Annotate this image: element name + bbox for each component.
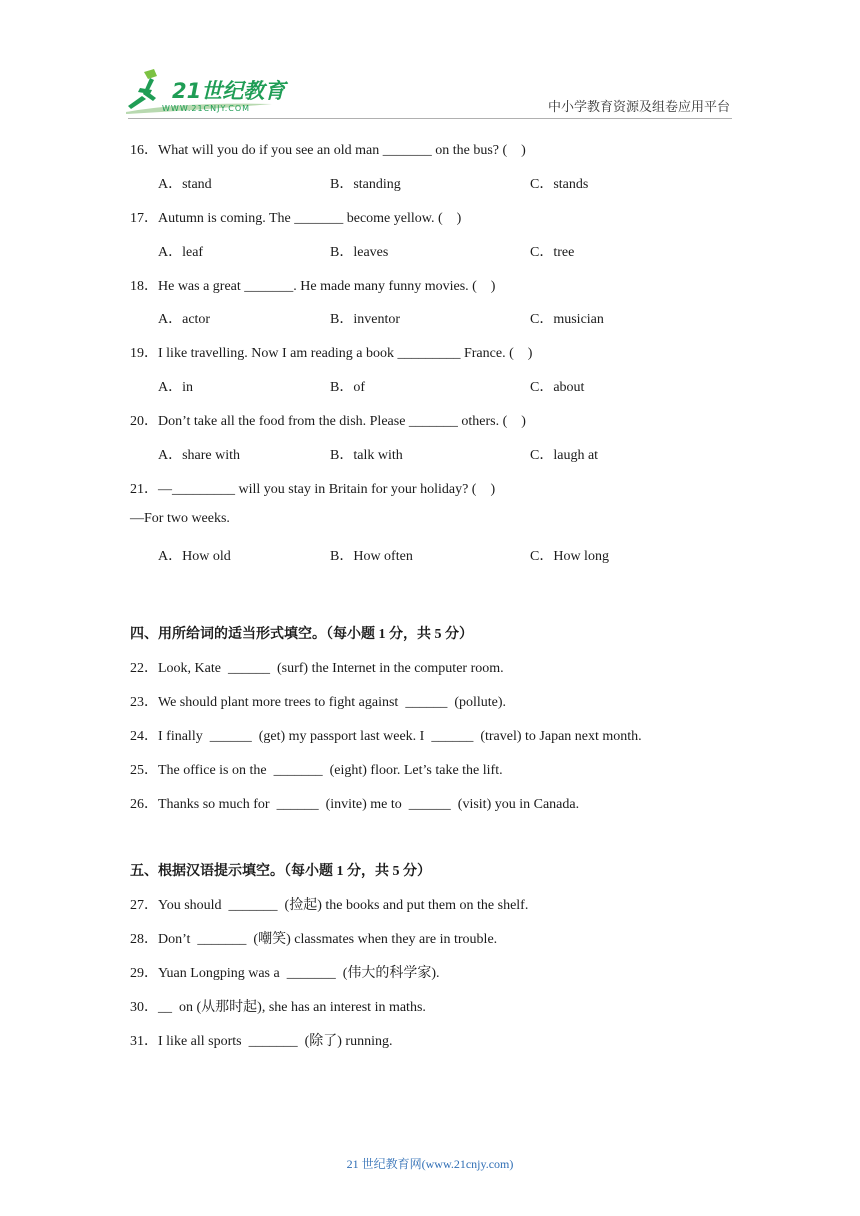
footer-link[interactable]: 21 世纪教育网(www.21cnjy.com) bbox=[346, 1157, 514, 1171]
question-21: 21．—_________ will you stay in Britain for your holiday? ( ) bbox=[130, 482, 496, 497]
question-18: 18．He was a great _______. He made many funny movies. ( ) bbox=[130, 279, 496, 294]
section-5-title: 五、根据汉语提示填空。（每小题 1 分，共 5 分） bbox=[130, 864, 431, 879]
section-4-title: 四、用所给词的适当形式填空。（每小题 1 分，共 5 分） bbox=[130, 627, 473, 642]
q16-option-b: B．standing bbox=[330, 177, 401, 192]
question-31: 31．I like all sports _______ (除了) running. bbox=[130, 1034, 393, 1049]
q16-option-c: C．stands bbox=[530, 177, 589, 192]
question-17: 17．Autumn is coming. The _______ become yellow. ( ) bbox=[130, 211, 462, 226]
q21-option-c: C．How long bbox=[530, 549, 609, 564]
q19-option-c: C．about bbox=[530, 380, 585, 395]
q20-option-c: C．laugh at bbox=[530, 448, 599, 463]
q18-option-b: B．inventor bbox=[330, 312, 400, 327]
question-29: 29．Yuan Longping was a _______ (伟大的科学家). bbox=[130, 966, 440, 981]
question-25: 25．The office is on the _______ (eight) floor. Let’s take the lift. bbox=[130, 763, 503, 778]
q21-option-b: B．How often bbox=[330, 549, 413, 564]
q17-option-c: C．tree bbox=[530, 245, 575, 260]
question-20: 20．Don’t take all the food from the dish. Please _______ others. ( ) bbox=[130, 414, 526, 429]
svg-text:21世纪教育: 21世纪教育 bbox=[172, 79, 286, 103]
runner-icon bbox=[122, 68, 292, 118]
svg-text:WWW.21CNJY.COM: WWW.21CNJY.COM bbox=[162, 104, 251, 113]
platform-tagline: 中小学教育资源及组卷应用平台 bbox=[547, 99, 730, 114]
q21-option-a: A．How old bbox=[158, 549, 231, 564]
q20-option-b: B．talk with bbox=[330, 448, 403, 463]
brand-logo bbox=[122, 68, 292, 118]
question-21-reply: —For two weeks. bbox=[130, 511, 230, 526]
question-30: 30．__ on (从那时起), she has an interest in maths. bbox=[130, 1000, 426, 1015]
question-26: 26．Thanks so much for ______ (invite) me to ______ (visit) you in Canada. bbox=[130, 797, 580, 812]
question-27: 27．You should _______ (捡起) the books and put them on the shelf. bbox=[130, 898, 529, 913]
q16-option-a: A．stand bbox=[158, 177, 212, 192]
q17-option-a: A．leaf bbox=[158, 245, 204, 260]
q19-option-a: A．in bbox=[158, 380, 193, 395]
q17-option-b: B．leaves bbox=[330, 245, 389, 260]
q19-option-b: B．of bbox=[330, 380, 365, 395]
question-22: 22．Look, Kate ______ (surf) the Internet in the computer room. bbox=[130, 661, 504, 676]
question-19: 19．I like travelling. Now I am reading a book _________ France. ( ) bbox=[130, 346, 533, 361]
q20-option-a: A．share with bbox=[158, 448, 241, 463]
question-28: 28．Don’t _______ (嘲笑) classmates when they are in trouble. bbox=[130, 932, 498, 947]
question-23: 23．We should plant more trees to fight against ______ (pollute). bbox=[130, 695, 507, 710]
question-16: 16．What will you do if you see an old man _______ on the bus? ( ) bbox=[130, 143, 526, 158]
header-divider bbox=[128, 118, 732, 119]
q18-option-c: C．musician bbox=[530, 312, 604, 327]
question-24: 24．I finally ______ (get) my passport last week. I ______ (travel) to Japan next month. bbox=[130, 729, 642, 744]
q18-option-a: A．actor bbox=[158, 312, 211, 327]
